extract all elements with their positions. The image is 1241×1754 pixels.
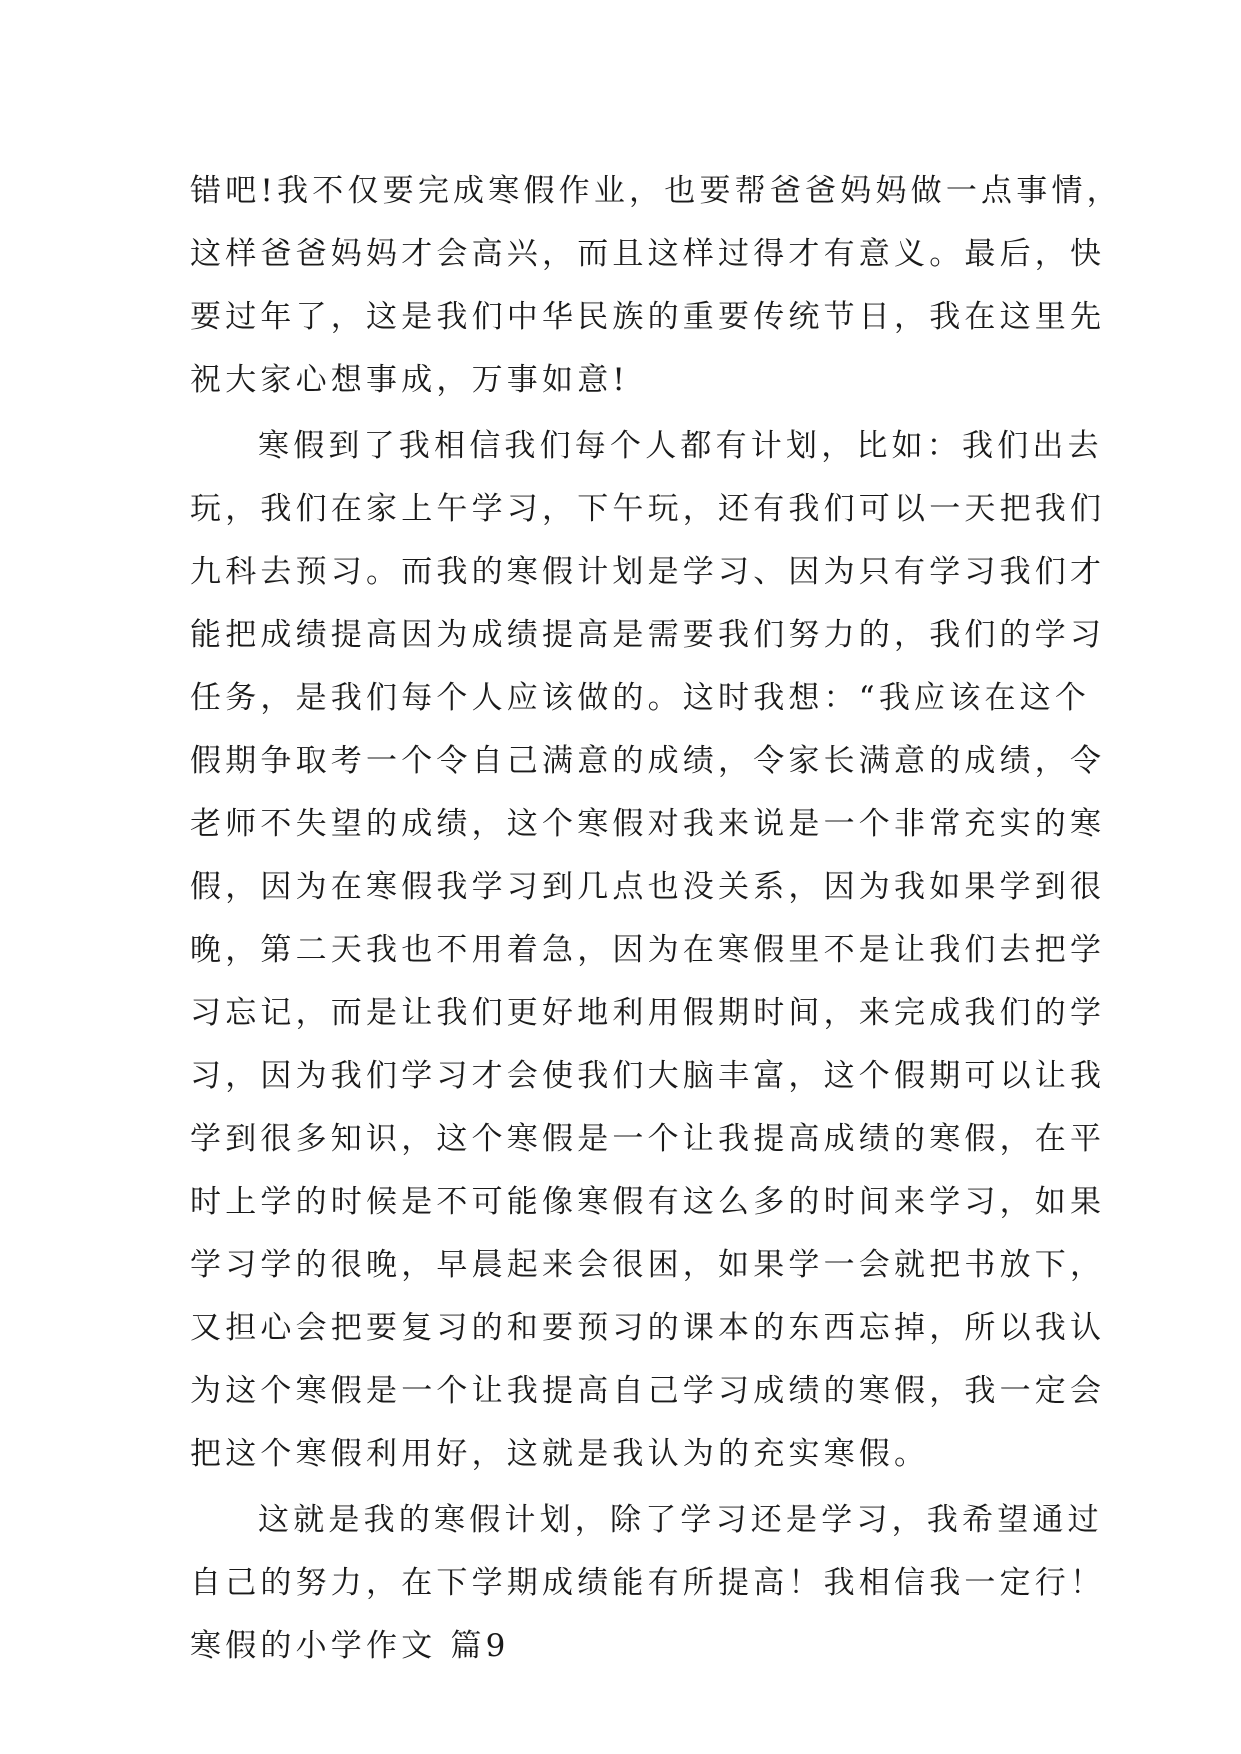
text-line: 习忘记，而是让我们更好地利用假期时间，来完成我们的学 (190, 995, 1106, 1031)
text-line: 祝大家心想事成，万事如意! (190, 362, 630, 398)
paragraph-3 (190, 1489, 1106, 1615)
paragraph-2 (190, 415, 1106, 1486)
text-line: 习，因为我们学习才会使我们大脑丰富，这个假期可以让我 (190, 1058, 1106, 1094)
section-heading: 寒假的小学作文 篇9 (190, 1628, 510, 1664)
text-line: 把这个寒假利用好，这就是我认为的充实寒假。 (190, 1436, 930, 1472)
text-line: 这样爸爸妈妈才会高兴，而且这样过得才有意义。最后，快 (190, 236, 1106, 272)
text-line: 寒假到了我相信我们每个人都有计划，比如：我们出去 (258, 428, 1103, 464)
text-line: 错吧!我不仅要完成寒假作业，也要帮爸爸妈妈做一点事情， (190, 173, 1122, 209)
text-line: 自己的努力，在下学期成绩能有所提高！我相信我一定行！ (190, 1565, 1106, 1601)
text-line: 假，因为在寒假我学习到几点也没关系，因为我如果学到很 (190, 869, 1106, 905)
text-line: 老师不失望的成绩，这个寒假对我来说是一个非常充实的寒 (190, 806, 1106, 842)
document-body (190, 160, 1122, 1678)
text-line: 又担心会把要复习的和要预习的课本的东西忘掉，所以我认 (190, 1310, 1106, 1346)
text-line: 能把成绩提高因为成绩提高是需要我们努力的，我们的学习 (190, 617, 1106, 653)
text-line: 时上学的时候是不可能像寒假有这么多的时间来学习，如果 (190, 1184, 1106, 1220)
text-line: 九科去预习。而我的寒假计划是学习、因为只有学习我们才 (190, 554, 1106, 590)
paragraph-1 (190, 160, 1122, 412)
text-line: 要过年了，这是我们中华民族的重要传统节日，我在这里先 (190, 299, 1106, 335)
text-line: 晚，第二天我也不用着急，因为在寒假里不是让我们去把学 (190, 932, 1106, 968)
text-line: 这就是我的寒假计划，除了学习还是学习，我希望通过 (258, 1502, 1103, 1538)
text-line: 学到很多知识，这个寒假是一个让我提高成绩的寒假，在平 (190, 1121, 1106, 1157)
text-line: 学习学的很晚，早晨起来会很困，如果学一会就把书放下， (190, 1247, 1106, 1283)
text-line: 假期争取考一个令自己满意的成绩，令家长满意的成绩，令 (190, 743, 1106, 779)
text-line: 任务，是我们每个人应该做的。这时我想：“我应该在这个 (190, 680, 1091, 716)
text-line: 玩，我们在家上午学习，下午玩，还有我们可以一天把我们 (190, 491, 1106, 527)
text-line: 为这个寒假是一个让我提高自己学习成绩的寒假，我一定会 (190, 1373, 1106, 1409)
